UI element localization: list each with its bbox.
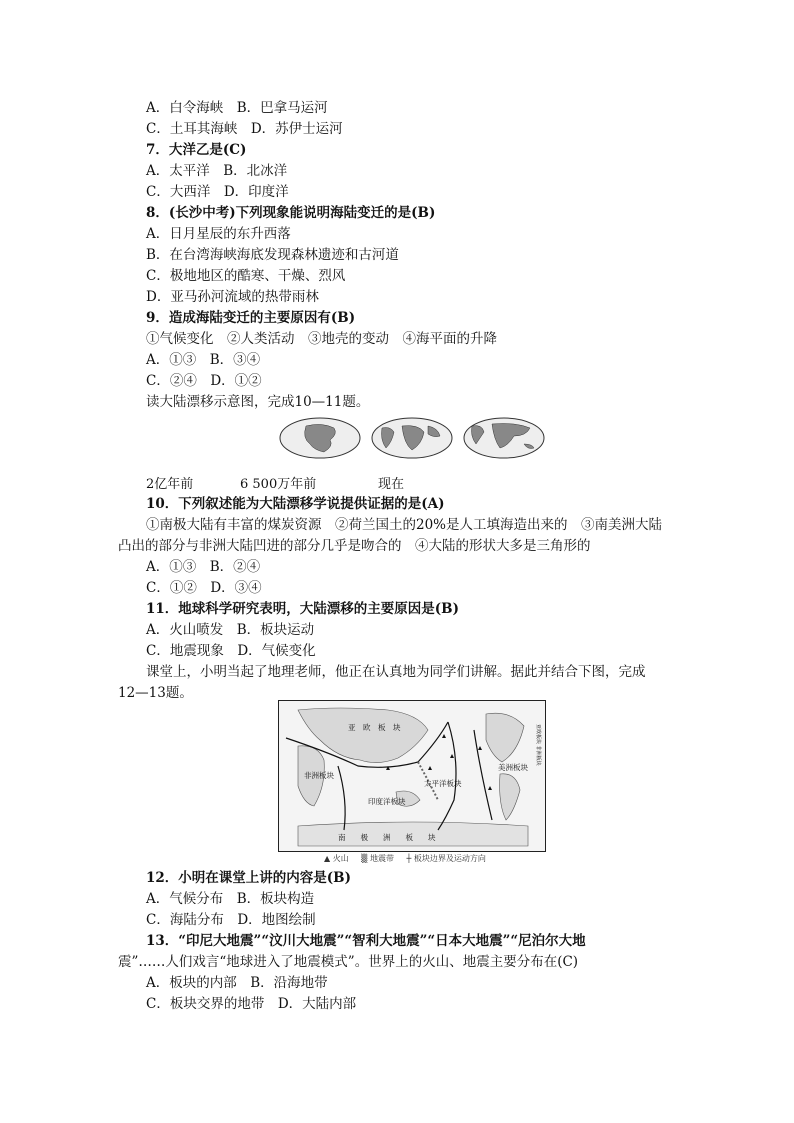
q10-option-ab: A．①③ B．②④ xyxy=(146,559,261,575)
globe-65ma xyxy=(372,418,452,458)
intro-12-13-line1: 课堂上，小明当起了地理老师，他正在认真地为同学们讲解。据此并结合下图，完成 xyxy=(146,664,646,680)
q7-stem: 7．大洋乙是(C) xyxy=(146,142,247,158)
q13-option-cd: C．板块交界的地带 D．大陆内部 xyxy=(146,996,357,1012)
q12-option-ab: A．气候分布 B．板块构造 xyxy=(146,891,315,907)
q9-option-cd: C．②④ D．①② xyxy=(146,373,262,389)
q7-option-ab: A．太平洋 B．北冰洋 xyxy=(146,163,288,179)
legend-earthquake-belt: ▒ 地震带 xyxy=(361,854,394,863)
q10-items-line1: ①南极大陆有丰富的煤炭资源 ②荷兰国土的20%是人工填海造出来的 ③南美洲大陆 xyxy=(146,517,663,533)
globe-caption-present: 现在 xyxy=(378,477,405,492)
label-right-edge: 亚欧板块 非洲板块 xyxy=(535,724,541,766)
q9-items: ①气候变化 ②人类活动 ③地壳的变动 ④海平面的升降 xyxy=(146,331,497,347)
q11-stem: 11．地球科学研究表明，大陆漂移的主要原因是(B) xyxy=(146,601,459,617)
label-african-plate: 非洲板块 xyxy=(304,771,334,780)
globe-present xyxy=(464,418,544,458)
q7-option-cd: C．大西洋 D．印度洋 xyxy=(146,184,289,200)
q13-stem-line1: 13．“印尼大地震”“汶川大地震”“智利大地震”“日本大地震”“尼泊尔大地 xyxy=(146,933,586,949)
q8-option-a: A．日月星辰的东升西落 xyxy=(146,226,291,242)
q10-option-cd: C．①② D．③④ xyxy=(146,580,262,596)
q9-option-ab: A．①③ B．③④ xyxy=(146,352,261,368)
intro-12-13-line2: 12—13题。 xyxy=(118,685,193,701)
q8-option-c: C．极地地区的酷寒、干燥、烈风 xyxy=(146,268,346,284)
continental-drift-figure xyxy=(278,416,546,460)
label-pacific-plate: 太平洋板块 xyxy=(424,779,462,788)
q10-items-line2: 凸出的部分与非洲大陆凹进的部分几乎是吻合的 ④大陆的形状大多是三角形的 xyxy=(118,538,591,554)
q6-option-ab: A．白令海峡 B．巴拿马运河 xyxy=(146,100,328,116)
q11-option-ab: A．火山喷发 B．板块运动 xyxy=(146,622,315,638)
q6-option-cd: C．土耳其海峡 D．苏伊士运河 xyxy=(146,121,343,137)
plate-map xyxy=(278,700,546,852)
q8-option-d: D．亚马孙河流域的热带雨林 xyxy=(146,289,319,305)
q11-option-cd: C．地震现象 D．气候变化 xyxy=(146,643,316,659)
legend-volcano: ▲ 火山 xyxy=(324,854,349,863)
q8-option-b: B．在台湾海峡海底发现森林遗迹和古河道 xyxy=(146,247,399,263)
globe-caption-65ma: 6 500万年前 xyxy=(240,477,317,492)
label-antarctic-plate: 南 极 洲 板 块 xyxy=(338,833,436,842)
label-eurasian-plate: 亚 欧 板 块 xyxy=(348,723,401,732)
map-legend xyxy=(324,853,496,864)
q12-stem: 12．小明在课堂上讲的内容是(B) xyxy=(146,870,351,886)
globe-200ma xyxy=(280,418,360,458)
label-indian-plate: 印度洋板块 xyxy=(368,797,406,806)
q13-stem-line2: 震”……人们戏言“地球进入了地震模式”。世界上的火山、地震主要分布在(C) xyxy=(118,954,579,970)
q10-stem: 10．下列叙述能为大陆漂移学说提供证据的是(A) xyxy=(146,496,445,512)
label-american-plate: 美洲板块 xyxy=(498,763,528,772)
intro-10-11: 读大陆漂移示意图，完成10—11题。 xyxy=(146,394,370,410)
legend-plate-boundary: ┼ 板块边界及运动方向 xyxy=(406,854,486,863)
q8-stem: 8．(长沙中考)下列现象能说明海陆变迁的是(B) xyxy=(146,205,436,221)
q13-option-ab: A．板块的内部 B．沿海地带 xyxy=(146,975,328,991)
q12-option-cd: C．海陆分布 D．地图绘制 xyxy=(146,912,316,928)
q9-stem: 9．造成海陆变迁的主要原因有(B) xyxy=(146,310,356,326)
globe-caption-200ma: 2亿年前 xyxy=(146,477,194,492)
